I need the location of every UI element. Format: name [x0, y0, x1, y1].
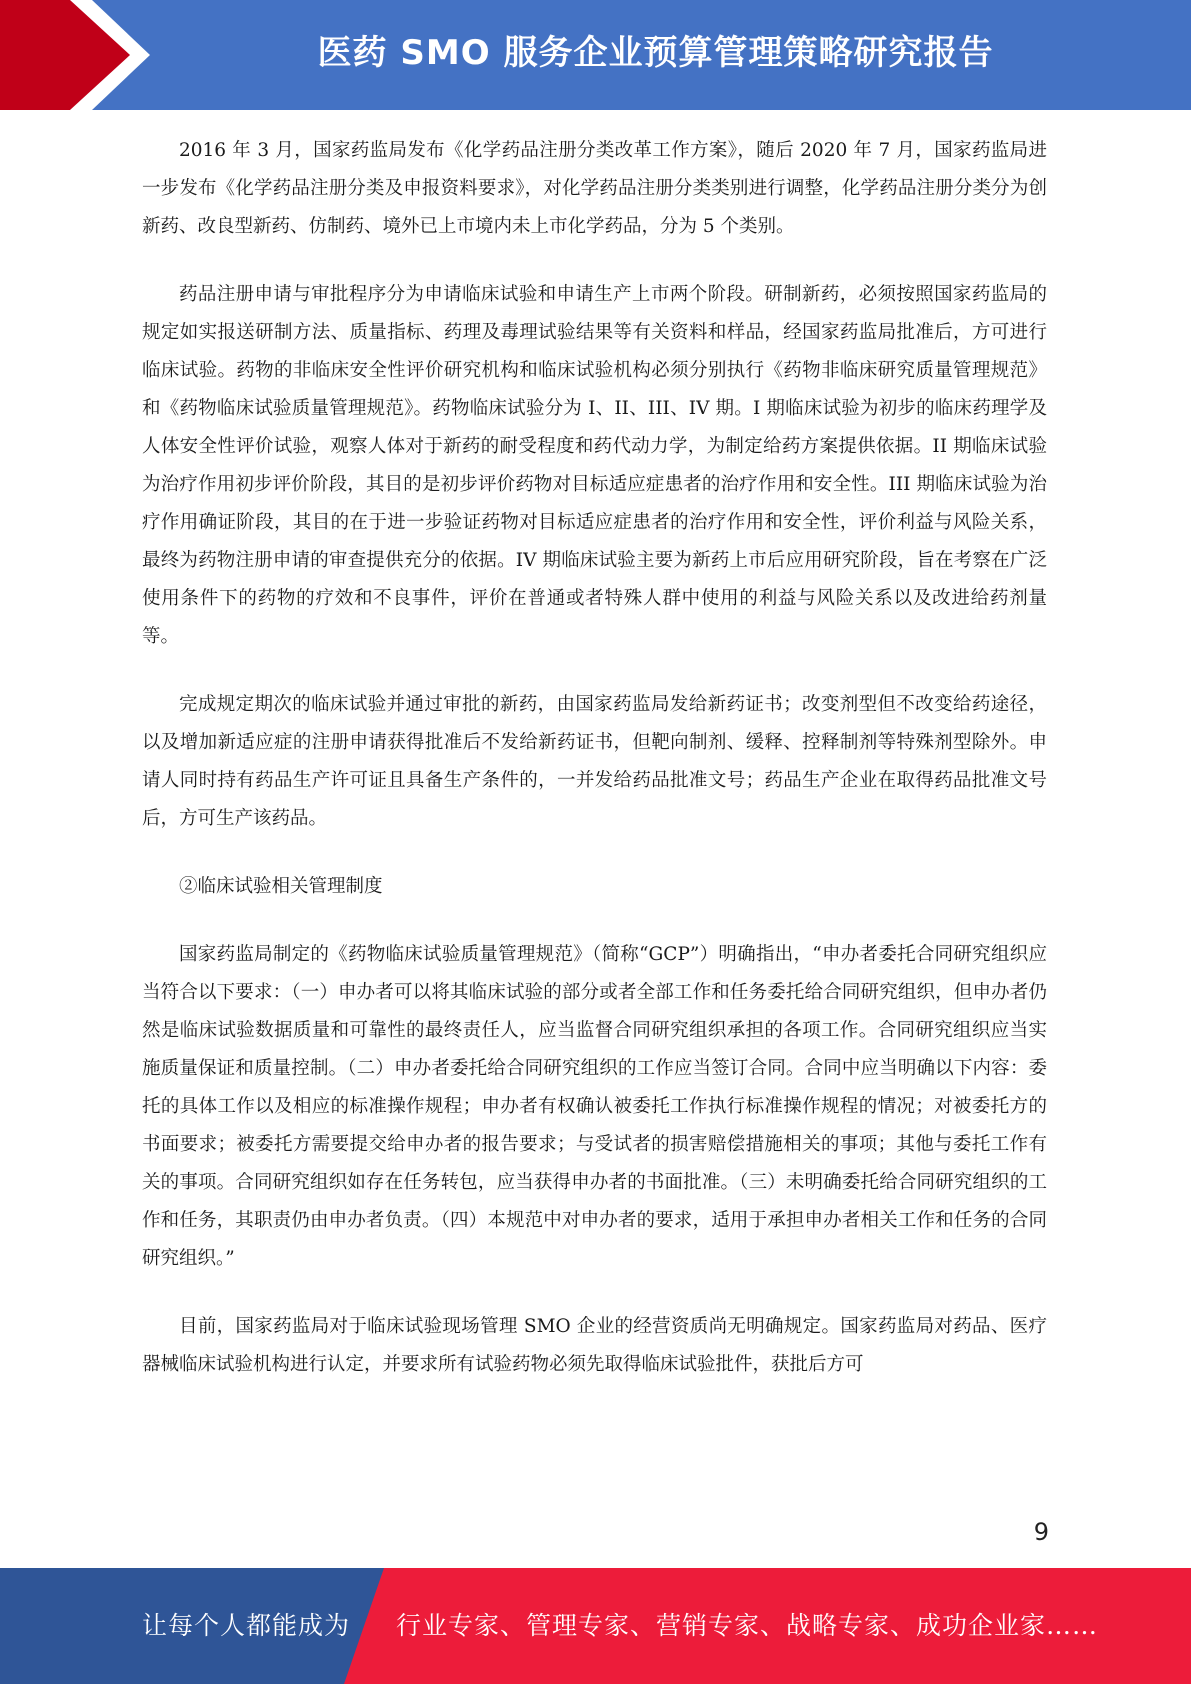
document-body [142, 132, 1047, 1414]
paragraph-4: 国家药监局制定的《药物临床试验质量管理规范》（简称“GCP”）明确指出，“申办者委托合同研究组织应当符合以下要求：（一）申办者可以将其临床试验的部分或者全部工作和任务委托给合同研究组织，但申办者仍然是临床试验数据质量和可靠性的最终责任人，应当监督合同研究组织承担的各项工作。合同研究组织应当实施质量保证和质量控制。（二）申办者委托给合同研究组织的工作应当签订合同。合同中应当明确以下内容：委托的具体工作以及相应的标准操作规程；申办者有权确认被委托工作执行标准操作规程的情况；对被委托方的书面要求；被委托方需要提交给申办者的报告要求；与受试者的损害赔偿措施相关的事项；其他与委托工作有关的事项。合同研究组织如存在任务转包，应当获得申办者的书面批准。（三）未明确委托给合同研究组织的工作和任务，其职责仍由申办者负责。（四）本规范中对申办者的要求，适用于承担申办者相关工作和任务的合同研究组织。” [142, 944, 1047, 1269]
section-heading: ②临床试验相关管理制度 [179, 876, 383, 897]
paragraph-3: 完成规定期次的临床试验并通过审批的新药，由国家药监局发给新药证书；改变剂型但不改变给药途径，以及增加新适应症的注册申请获得批准后不发给新药证书，但靶向制剂、缓释、控释制剂等特殊剂型除外。申请人同时持有药品生产许可证且具备生产条件的，一并发给药品批准文号；药品生产企业在取得药品批准文号后，方可生产该药品。 [142, 694, 1047, 829]
paragraph-1: 2016 年 3 月，国家药监局发布《化学药品注册分类改革工作方案》，随后 2020 年 7 月，国家药监局进一步发布《化学药品注册分类及申报资料要求》，对化学药品注册分类类别进行调整，化学药品注册分类分为创新药、改良型新药、仿制药、境外已上市境内未上市化学药品，分为 5 个类别。 [142, 140, 1047, 237]
paragraph-5: 目前，国家药监局对于临床试验现场管理 SMO 企业的经营资质尚无明确规定。国家药监局对药品、医疗器械临床试验机构进行认定，并要求所有试验药物必须先取得临床试验批件，获批后方可 [142, 1316, 1047, 1375]
footer-slogan-left: 让每个人都能成为 [142, 1611, 351, 1640]
page-footer [0, 1568, 1191, 1684]
page-header [0, 0, 1191, 110]
paragraph-2: 药品注册申请与审批程序分为申请临床试验和申请生产上市两个阶段。研制新药，必须按照国家药监局的规定如实报送研制方法、质量指标、药理及毒理试验结果等有关资料和样品，经国家药监局批准后，方可进行临床试验。药物的非临床安全性评价研究机构和临床试验机构必须分别执行《药物非临床研究质量管理规范》和《药物临床试验质量管理规范》。药物临床试验分为 I、II、III、IV 期。I 期临床试验为初步的临床药理学及人体安全性评价试验，观察人体对于新药的耐受程度和药代动力学，为制定给药方案提供依据。II 期临床试验为治疗作用初步评价阶段，其目的是初步评价药物对目标适应症患者的治疗作用和安全性。III 期临床试验为治疗作用确证阶段，其目的在于进一步验证药物对目标适应症患者的治疗作用和安全性，评价利益与风险关系，最终为药物注册申请的审查提供充分的依据。IV 期临床试验主要为新药上市后应用研究阶段，旨在考察在广泛使用条件下的药物的疗效和不良事件，评价在普通或者特殊人群中使用的利益与风险关系以及改进给药剂量等。 [142, 284, 1047, 647]
page-number: 9 [1033, 1518, 1049, 1546]
report-title: 医药 SMO 服务企业预算管理策略研究报告 [317, 33, 994, 73]
footer-slogan-right: 行业专家、管理专家、营销专家、战略专家、成功企业家…… [396, 1611, 1099, 1640]
